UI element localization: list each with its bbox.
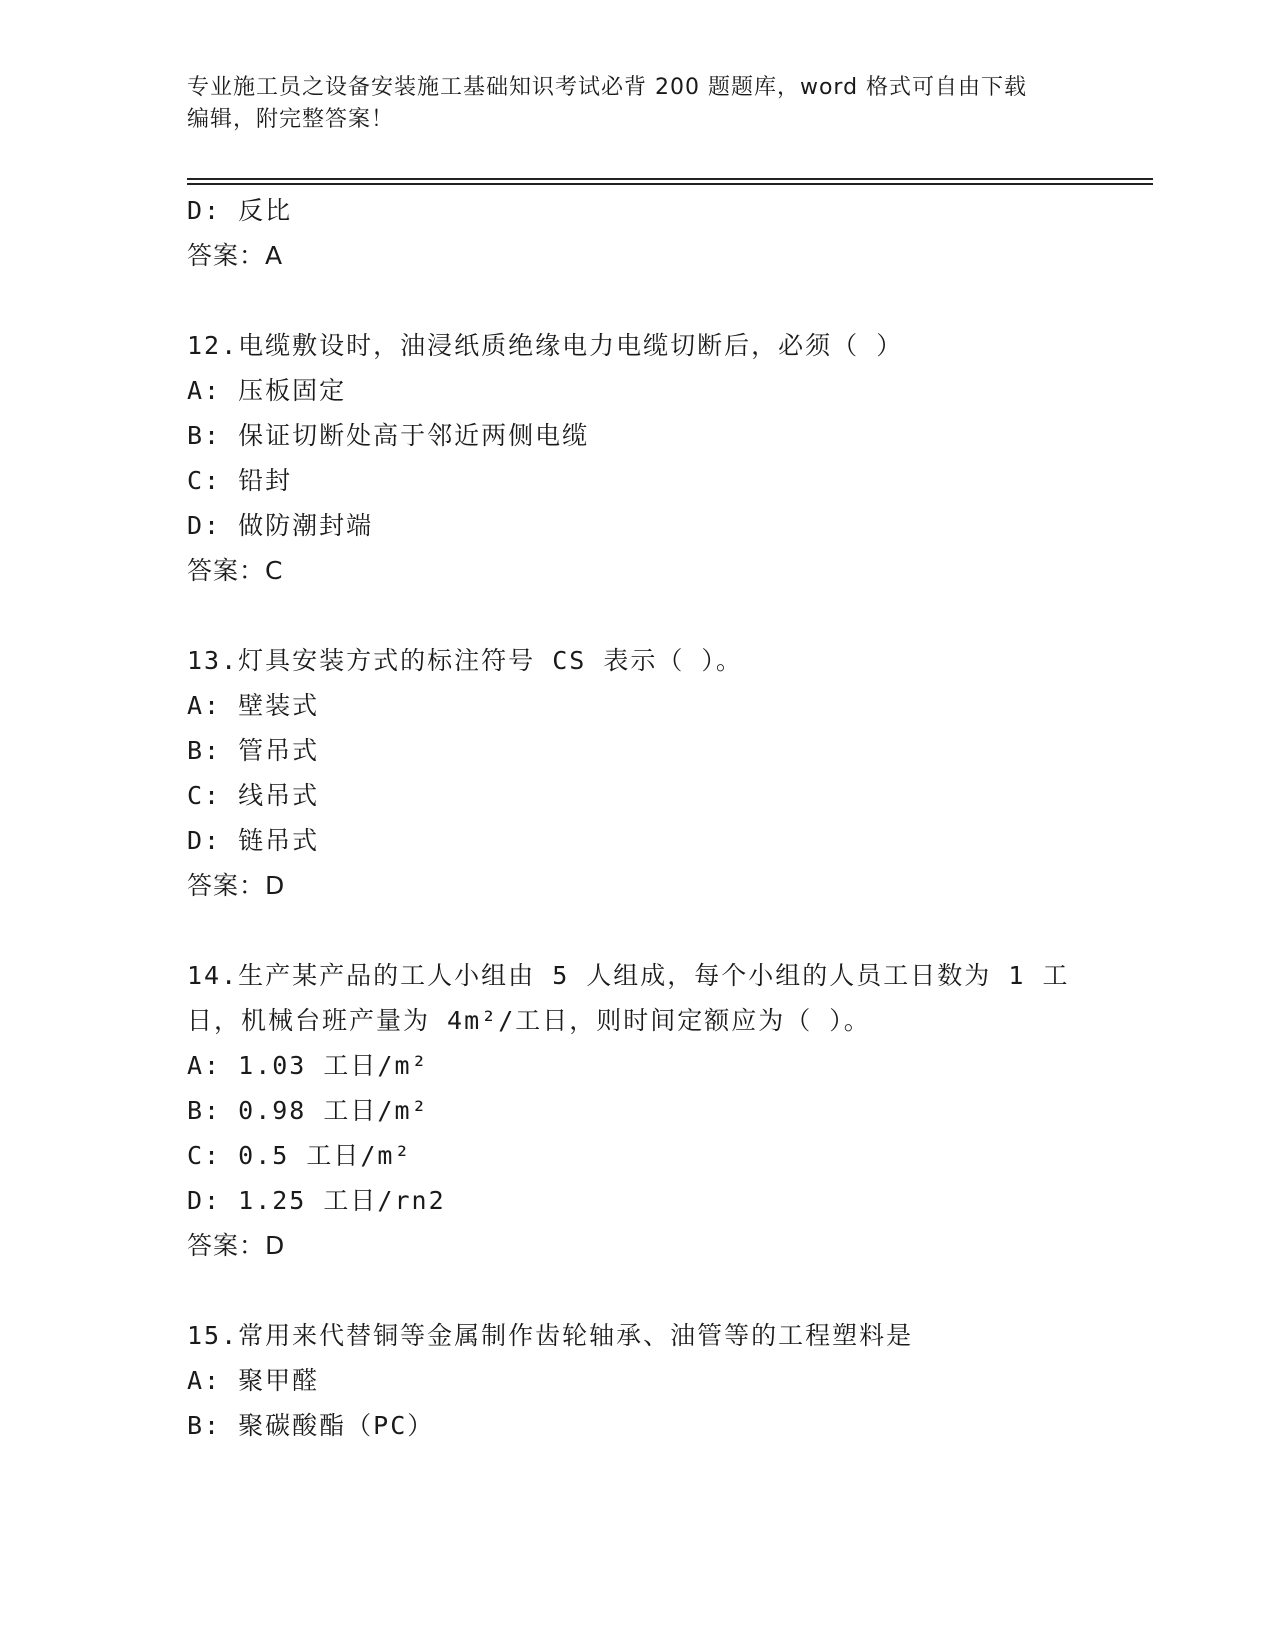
option-a: A: 壁装式 [187,691,320,720]
answer-line: 答案：D [187,1231,286,1260]
option-d: D: 链吊式 [187,826,320,855]
option-b: B: 保证切断处高于邻近两侧电缆 [187,421,590,450]
option-c: C: 线吊式 [187,781,320,810]
question-stem-line-1: 14.生产某产品的工人小组由 5 人组成，每个小组的人员工日数为 1 工 [187,961,1070,990]
header-divider-bottom [187,183,1153,185]
answer-line: 答案：C [187,556,284,585]
option-a: A: 聚甲醛 [187,1366,320,1395]
answer-line: 答案：A [187,241,284,270]
question-block-11-tail [187,188,1087,278]
option-a: A: 1.03 工日/m² [187,1051,429,1080]
header-title-line-2: 编辑，附完整答案！ [187,107,395,132]
option-b: B: 聚碳酸酯（PC） [187,1411,435,1440]
option-d: D: 1.25 工日/rn2 [187,1186,446,1215]
question-list [187,188,1087,1448]
spacer [187,593,1087,638]
option-b: B: 管吊式 [187,736,320,765]
spacer [187,908,1087,953]
question-stem: 13.灯具安装方式的标注符号 CS 表示（ ）。 [187,646,743,675]
question-block-15 [187,1313,1087,1448]
question-block-12 [187,323,1087,593]
question-stem-line-2: 日，机械台班产量为 4m²/工日，则时间定额应为（ ）。 [187,1006,871,1035]
question-stem: 15.常用来代替铜等金属制作齿轮轴承、油管等的工程塑料是 [187,1321,914,1350]
option-b: B: 0.98 工日/m² [187,1096,429,1125]
option-d: D: 做防潮封端 [187,511,374,540]
option-c: C: 铅封 [187,466,293,495]
option-c: C: 0.5 工日/m² [187,1141,412,1170]
document-header [187,72,1067,136]
spacer [187,278,1087,323]
header-title-line-1: 专业施工员之设备安装施工基础知识考试必背 200 题题库，word 格式可自由下载 [187,75,1028,100]
answer-line: 答案：D [187,871,286,900]
option-a: A: 压板固定 [187,376,347,405]
question-stem: 12.电缆敷设时，油浸纸质绝缘电力电缆切断后，必须（ ） [187,331,904,360]
question-block-14 [187,953,1087,1268]
option-d: D: 反比 [187,196,293,225]
header-divider-top [187,178,1153,180]
spacer [187,1268,1087,1313]
question-block-13 [187,638,1087,908]
